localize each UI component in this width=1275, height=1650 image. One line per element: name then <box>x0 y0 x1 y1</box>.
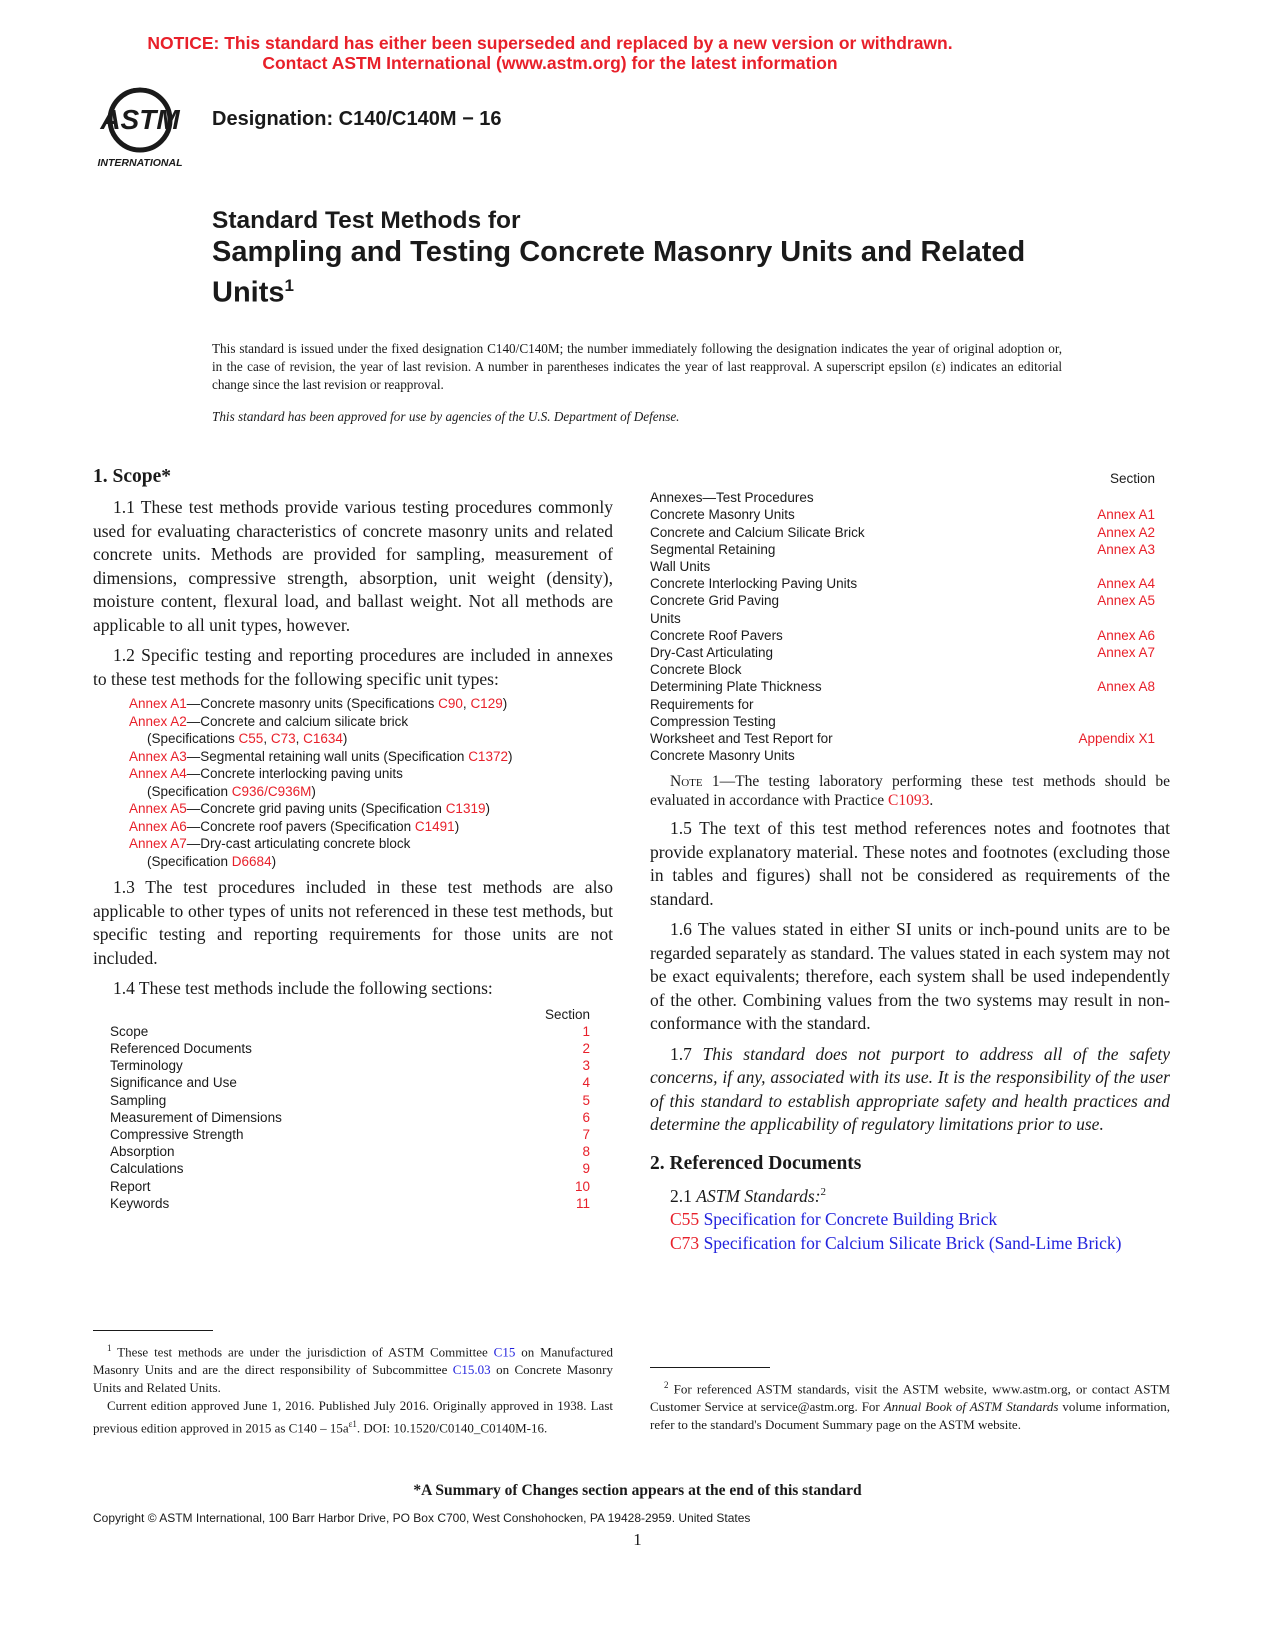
section-link[interactable]: 6 <box>582 1109 590 1125</box>
annex-tail: ) <box>502 696 508 711</box>
committee-link[interactable]: C15 <box>493 1344 516 1360</box>
document-title <box>212 236 1042 310</box>
annex-desc: —Concrete grid paving units (Specification <box>186 801 446 816</box>
annex-tail: ) <box>485 801 490 816</box>
annex-section-link <box>1022 610 1155 627</box>
note-1 <box>650 772 1170 810</box>
section-row <box>110 1040 590 1057</box>
scope-heading: 1. Scope* <box>93 466 171 487</box>
para-1-5: 1.5 The text of this test method references notes and footnotes that provide explanatory material. These notes and footnotes (excluding those in tables and figures) shall not be considered as requirements of the standard. <box>650 818 1170 909</box>
astm-logo-icon <box>92 82 192 172</box>
annex-desc: —Dry-cast articulating concrete block <box>186 836 411 851</box>
reference-item[interactable] <box>670 1208 1170 1232</box>
annex-tail: ) <box>454 818 460 834</box>
section-link[interactable]: 1 <box>582 1023 590 1039</box>
designation: Designation: C140/C140M − 16 <box>212 108 502 130</box>
annex-link[interactable]: Annex A4 <box>129 766 187 781</box>
annex-section-name: Compression Testing <box>650 713 776 729</box>
para-1-3: 1.3 The test procedures included in these test methods are also applicable to other types of units not referenced in these test methods, but specific testing and reporting requirements for those units are not included. <box>93 877 613 968</box>
annex-section-row <box>650 644 1155 661</box>
annex-section-link[interactable]: Annex A5 <box>1097 593 1155 609</box>
footnote-divider <box>93 1330 213 1331</box>
section-name: Compressive Strength <box>110 1126 244 1142</box>
annex-list-item <box>129 713 613 731</box>
annex-section-row <box>650 730 1155 747</box>
para-1-6: 1.6 The values stated in either SI units or inch-pound units are to be regarded separately as standard. The values stated in each system may not be exact equivalents; therefore, each system shall be used independently of the other. Combining values from the two systems may result in non-conformance with the standard. <box>650 919 1170 1034</box>
annex-section-row <box>650 575 1155 592</box>
footnote-1-edition <box>93 1397 613 1437</box>
section-row <box>110 1178 590 1195</box>
para-1-7 <box>650 1043 1170 1137</box>
issuance-statement: This standard is issued under the fixed designation C140/C140M; the number immediately following the designation indicates the year of original adoption or, in the case of revision, the year of last revision. A number in parentheses indicates the year of last reapproval. A superscript epsilon (ε) indicates an editorial change since the last revision or reapproval. <box>212 341 1062 392</box>
annex-section-name: Annexes—Test Procedures <box>650 490 814 506</box>
reference-code[interactable]: C73 <box>670 1232 700 1253</box>
annex-link[interactable]: Annex A1 <box>129 696 187 711</box>
annex-section-link[interactable]: Annex A6 <box>1097 627 1155 643</box>
annex-section-link[interactable]: Annex A8 <box>1097 679 1155 695</box>
annex-section-name: Segmental Retaining <box>650 541 776 557</box>
title-line-1: Standard Test Methods for <box>212 207 521 234</box>
section-link[interactable]: 3 <box>582 1058 590 1074</box>
right-footnotes <box>650 1367 1170 1434</box>
title-line-2: Sampling and Testing Concrete Masonry Units and Related Units <box>212 236 1026 309</box>
svg-text:ASTM: ASTM <box>100 104 180 135</box>
spec-link[interactable]: C90 <box>438 696 463 711</box>
annex-section-column-header: Section <box>1109 471 1155 486</box>
annex-list-item <box>129 818 613 836</box>
section-name: Keywords <box>110 1195 170 1211</box>
notice-line-1: NOTICE: This standard has either been superseded and replaced by a new version or withdrawn. <box>147 33 953 53</box>
note-text: 1—The testing laboratory performing these test methods should be evaluated in accordance with Practice <box>650 773 1170 810</box>
para-2-1 <box>650 1181 1170 1208</box>
annex-section-name: Concrete Interlocking Paving Units <box>650 576 858 592</box>
section-name: Sampling <box>110 1092 167 1108</box>
annex-section-row <box>650 506 1155 523</box>
spec-link[interactable]: C936/C936M <box>231 783 312 799</box>
notice-line-2: Contact ASTM International (www.astm.org) for the latest information <box>262 53 838 73</box>
footnote-text: Current edition approved June 1, 2016. Published July 2016. Originally approved in 1938. Last previous edition approved in 2015 as C140 – 15a <box>93 1398 613 1436</box>
sections-table <box>110 1006 590 1212</box>
para-1-4: 1.4 These test methods include the following sections: <box>113 978 493 998</box>
withdrawal-notice <box>0 33 1100 73</box>
annex-desc: —Concrete masonry units (Specifications <box>186 696 439 711</box>
annex-section-name: Concrete Block <box>650 662 742 678</box>
left-column <box>93 466 613 1212</box>
annex-section-name: Concrete Grid Paving <box>650 593 780 609</box>
section-link[interactable]: 2 <box>582 1040 590 1056</box>
annex-section-link[interactable]: Annex A2 <box>1097 524 1155 540</box>
annex-section-link <box>1022 661 1155 678</box>
annex-desc: —Segmental retaining wall units (Specification <box>186 748 469 764</box>
annex-section-name: Concrete Masonry Units <box>650 748 795 764</box>
annex-section-link <box>1022 747 1155 764</box>
annex-section-row <box>650 713 1155 730</box>
annex-desc: (Specifications <box>147 731 239 746</box>
reference-item[interactable] <box>670 1232 1170 1256</box>
svg-text:INTERNATIONAL: INTERNATIONAL <box>97 157 183 169</box>
annex-section-row <box>650 627 1155 644</box>
annex-list-item <box>129 748 613 766</box>
section-name: Report <box>110 1178 151 1194</box>
section-link[interactable]: 8 <box>582 1144 590 1160</box>
footnote-2: $^2$ For referenced ASTM standards, visit the ASTM website, www.astm.org, or contact ASTM Customer Service at service@astm.org. For Annual Book of ASTM Standards volume information, refer to the standard's Document Summary page on the ASTM website. <box>650 1380 1171 1433</box>
footnote-italic: Annual Book of ASTM Standards <box>883 1399 1059 1415</box>
annex-list-item <box>129 765 613 783</box>
annex-section-link <box>1022 696 1155 713</box>
annex-section-row <box>650 661 1155 678</box>
annex-list-item: Annex A1—Concrete masonry units (Specifications C90, C129) <box>129 696 508 711</box>
annex-section-name: Worksheet and Test Report for <box>650 731 833 747</box>
annex-section-name: Determining Plate Thickness <box>650 679 822 695</box>
astm-standards-label: ASTM Standards: <box>696 1185 821 1206</box>
annex-section-link[interactable]: Annex A3 <box>1097 541 1155 557</box>
annex-section-row <box>650 696 1155 713</box>
annex-section-row <box>650 610 1155 627</box>
refdocs-heading: 2. Referenced Documents <box>650 1152 862 1174</box>
section-row <box>110 1092 590 1109</box>
summary-of-changes-note: *A Summary of Changes section appears at the end of this standard <box>413 1482 862 1499</box>
section-row <box>110 1023 590 1040</box>
annex-link[interactable]: Annex A5 <box>129 801 187 816</box>
spec-link[interactable]: C1491 <box>414 818 455 834</box>
section-row <box>110 1074 590 1091</box>
footnote-text: volume information, refer to the standard's Document Summary page on the ASTM website. <box>650 1399 1171 1433</box>
annex-section-name: Requirements for <box>650 696 754 712</box>
section-link[interactable]: 7 <box>582 1126 590 1142</box>
spec-link[interactable]: C73 <box>270 731 296 746</box>
annex-section-name: Wall Units <box>650 559 711 575</box>
annex-section-link[interactable]: Appendix X1 <box>1078 731 1155 747</box>
annex-section-link[interactable]: Annex A1 <box>1097 507 1155 523</box>
annex-list-item <box>129 800 613 818</box>
para-1-1: 1.1 These test methods provide various testing procedures commonly used for evaluating characteristics of concrete masonry units and related concrete units. Methods are provided for sampling, measurement of dimensions, compressive strength, absorption, unit weight (density), moisture content, flexural load, and ballast weight. Not all methods are applicable to all unit types, however. <box>93 497 613 635</box>
annex-list-continuation: (Specifications C55, C73, C1634) <box>147 731 348 746</box>
reference-code[interactable]: C55 <box>670 1209 700 1230</box>
section-name: Significance and Use <box>110 1075 237 1091</box>
dod-approval: This standard has been approved for use by agencies of the U.S. Department of Defense. <box>212 409 680 424</box>
section-column-header: Section <box>544 1006 590 1022</box>
footnote-mark: 2 <box>820 1185 827 1198</box>
annex-tail: ) <box>311 783 316 799</box>
epsilon-mark: ε1 <box>348 1419 357 1430</box>
annex-section-link <box>1022 558 1155 575</box>
annex-unit-list <box>129 695 613 870</box>
para-number: 2.1 <box>670 1185 697 1206</box>
section-link[interactable]: 5 <box>582 1092 590 1108</box>
annex-list-item <box>129 835 613 853</box>
spec-link[interactable]: C55 <box>238 731 264 746</box>
annex-section-name: Concrete and Calcium Silicate Brick <box>650 524 865 540</box>
para-number: 1.7 <box>670 1043 703 1064</box>
annex-tail: ) <box>507 748 513 764</box>
annex-section-row <box>650 592 1155 609</box>
annex-section-row <box>650 558 1155 575</box>
section-row <box>110 1109 590 1126</box>
copyright: Copyright © ASTM International, 100 Barr Harbor Drive, PO Box C700, West Conshohocken, PA 19428-2959. United States <box>93 1511 751 1525</box>
annex-section-name: Concrete Masonry Units <box>650 507 795 523</box>
section-name: Absorption <box>110 1144 175 1160</box>
spec-link[interactable]: C1319 <box>445 801 486 816</box>
annex-list-continuation <box>129 853 613 871</box>
left-footnotes <box>93 1330 613 1438</box>
note-tail: . <box>929 792 934 810</box>
annex-section-name: Concrete Roof Pavers <box>650 627 783 643</box>
spec-link[interactable]: C129 <box>470 696 503 711</box>
annex-desc: —Concrete interlocking paving units <box>186 766 403 781</box>
annex-section-row <box>650 541 1155 558</box>
astm-logo <box>92 82 192 172</box>
annex-desc: —Concrete roof pavers (Specification <box>186 818 415 834</box>
annex-list-continuation <box>129 783 613 801</box>
annex-section-link <box>1022 489 1155 506</box>
annex-section-link[interactable]: Annex A7 <box>1097 645 1155 661</box>
annex-section-link <box>1022 713 1155 730</box>
annex-desc: (Specification <box>147 853 232 869</box>
practice-link[interactable]: C1093 <box>887 792 930 810</box>
footnote-text: on Manufactured Masonry Units and are the direct responsibility of Subcommittee <box>93 1344 613 1378</box>
annex-section-row <box>650 489 1155 506</box>
section-row <box>110 1143 590 1160</box>
section-row <box>110 1057 590 1074</box>
section-link[interactable]: 4 <box>582 1075 590 1091</box>
section-row <box>110 1195 590 1212</box>
footnote-text: For referenced ASTM standards, visit the ASTM website, www.astm.org, or contact ASTM Customer Service at service@astm.org. For <box>650 1381 1171 1415</box>
para-1-2: 1.2 Specific testing and reporting procedures are included in annexes to these test methods for the following specific unit types: <box>93 645 613 689</box>
annex-tail: ) <box>342 731 348 746</box>
annex-tail: ) <box>271 853 277 869</box>
annex-link[interactable]: Annex A7 <box>129 836 187 851</box>
reference-title[interactable]: Specification for Concrete Building Brick <box>699 1209 998 1230</box>
section-name: Terminology <box>110 1058 183 1074</box>
right-column <box>650 470 1170 1255</box>
page-number: 1 <box>633 1530 642 1549</box>
annex-link[interactable]: Annex A6 <box>129 818 187 834</box>
annex-desc: —Concrete and calcium silicate brick <box>186 713 409 729</box>
annex-link[interactable]: Annex A3 <box>129 748 187 764</box>
footnote-divider <box>650 1367 770 1368</box>
section-name: Measurement of Dimensions <box>110 1109 282 1125</box>
safety-caveat: This standard does not purport to address all of the safety concerns, if any, associated with its use. It is the responsibility of the user of this standard to establish appropriate safety and health practices and determine the applicability of regulatory limitations prior to use. <box>650 1043 1171 1135</box>
annex-link[interactable]: Annex A2 <box>129 713 187 729</box>
annex-section-row <box>650 747 1155 764</box>
annex-sections-table <box>650 470 1155 764</box>
annex-section-name: Units <box>650 610 681 626</box>
footnote-text: . DOI: 10.1520/C0140_C0140M-16. <box>356 1420 548 1436</box>
footnote-text: These test methods are under the jurisdiction of ASTM Committee <box>117 1344 494 1360</box>
subcommittee-link[interactable]: C15.03 <box>452 1362 491 1378</box>
section-row <box>110 1160 590 1177</box>
annex-desc: (Specification <box>147 783 232 799</box>
section-link[interactable]: 11 <box>575 1195 590 1211</box>
annex-section-link[interactable]: Annex A4 <box>1097 576 1155 592</box>
section-name: Scope <box>110 1023 149 1039</box>
footnote-1: $^1$ These test methods are under the jurisdiction of ASTM Committee C15 on Manufactured Masonry Units and are the direct responsibility of Subcommittee C15.03 on Concrete Masonry Units and Related Units. <box>93 1343 613 1396</box>
reference-title[interactable]: Specification for Calcium Silicate Brick (Sand-Lime Brick) <box>699 1232 1122 1253</box>
footnote-text: on Concrete Masonry Units and Related Units. <box>93 1362 613 1396</box>
spec-link[interactable]: D6684 <box>231 853 272 869</box>
annex-section-name: Dry-Cast Articulating <box>650 645 774 661</box>
section-name: Calculations <box>110 1161 184 1177</box>
spec-link[interactable]: C1372 <box>468 748 508 764</box>
title-footnote-mark: 1 <box>284 276 294 295</box>
annex-section-row <box>650 678 1155 695</box>
spec-link[interactable]: C1634 <box>303 731 343 746</box>
section-row <box>110 1126 590 1143</box>
section-link[interactable]: 9 <box>582 1161 590 1177</box>
note-label: Note <box>670 773 703 791</box>
annex-section-row <box>650 524 1155 541</box>
section-link[interactable]: 10 <box>574 1178 590 1194</box>
section-name: Referenced Documents <box>110 1040 252 1056</box>
reference-list <box>650 1208 1170 1255</box>
